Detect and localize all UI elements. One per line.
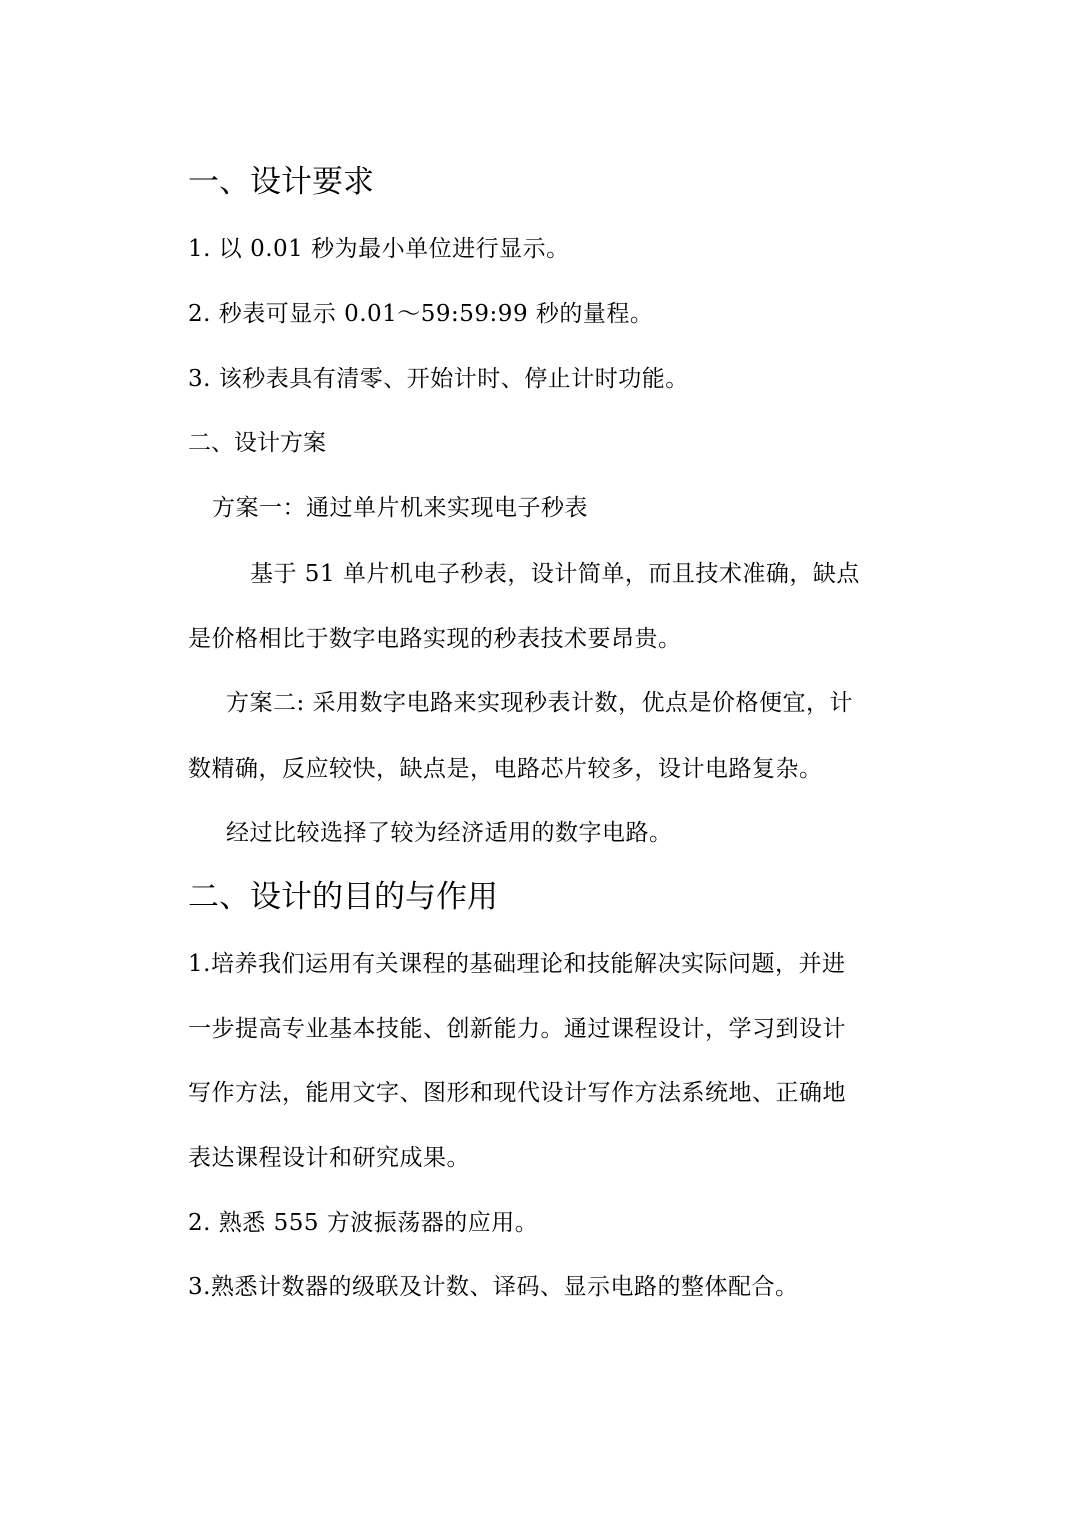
scheme-one-text-line-1: 基于 51 单片机电子秒表，设计简单，而且技术准确，缺点 (250, 561, 860, 587)
requirement-item-2: 2. 秒表可显示 0.01～59:59:99 秒的量程。 (188, 301, 654, 327)
purpose-item-2: 2. 熟悉 555 方波振荡器的应用。 (188, 1210, 539, 1236)
section-heading-purpose-and-role: 二、设计的目的与作用 (188, 879, 498, 915)
purpose-item-1-line-4: 表达课程设计和研究成果。 (188, 1145, 470, 1171)
purpose-item-1-line-1: 1.培养我们运用有关课程的基础理论和技能解决实际问题，并进 (188, 951, 846, 977)
scheme-one-text-line-2: 是价格相比于数字电路实现的秒表技术要昂贵。 (188, 626, 682, 652)
section-heading-design-scheme: 二、设计方案 (188, 430, 326, 456)
scheme-two-text-line-2: 数精确，反应较快，缺点是，电路芯片较多，设计电路复杂。 (188, 756, 823, 782)
scheme-one-title: 方案一：通过单片机来实现电子秒表 (212, 495, 588, 521)
requirement-item-3: 3. 该秒表具有清零、开始计时、停止计时功能。 (188, 366, 689, 392)
purpose-item-3: 3.熟悉计数器的级联及计数、译码、显示电路的整体配合。 (188, 1274, 799, 1300)
purpose-item-1-line-2: 一步提高专业基本技能、创新能力。通过课程设计，学习到设计 (188, 1016, 846, 1042)
section-heading-design-requirements: 一、设计要求 (188, 164, 374, 200)
scheme-two-text-line-1: 方案二: 采用数字电路来实现秒表计数，优点是价格便宜，计 (226, 690, 854, 716)
purpose-item-1-line-3: 写作方法，能用文字、图形和现代设计写作方法系统地、正确地 (188, 1080, 846, 1106)
requirement-item-1: 1. 以 0.01 秒为最小单位进行显示。 (188, 236, 570, 262)
scheme-conclusion: 经过比较选择了较为经济适用的数字电路。 (226, 820, 673, 846)
